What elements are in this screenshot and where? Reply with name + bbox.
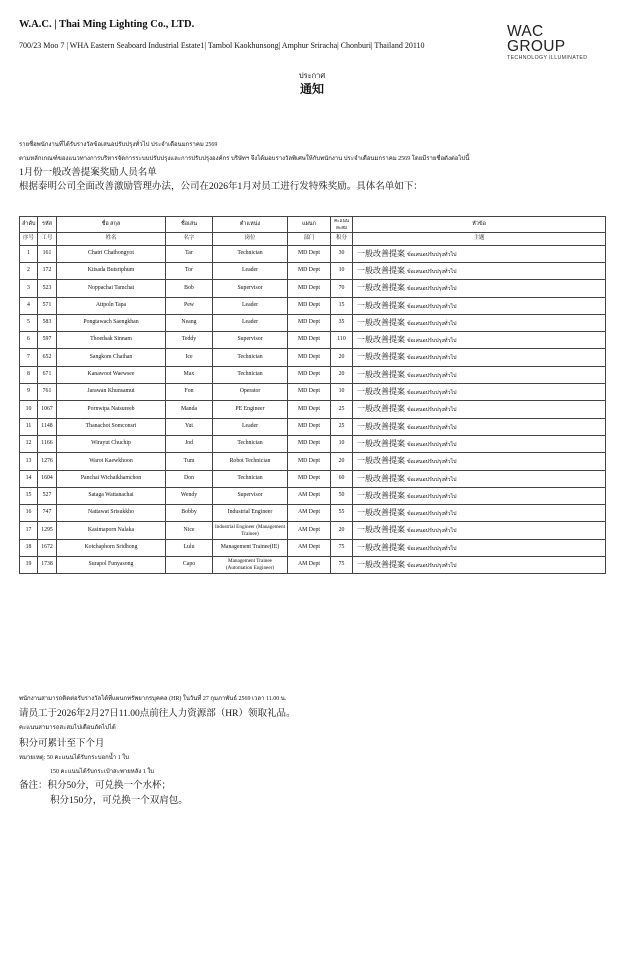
employee-name-cell: Pongtawach Saengkhan bbox=[57, 314, 166, 331]
subject-chinese: 一般改善提案 bbox=[357, 490, 405, 500]
subject-thai: ข้อเสนอปรับปรุงทั่วไป bbox=[407, 476, 457, 483]
subject-cell bbox=[353, 539, 606, 556]
position-cell: Leader bbox=[213, 262, 288, 279]
subject-cell bbox=[353, 366, 606, 383]
footer-thai-note-1: หมายเหตุ: 50 คะแนนได้รับกระบอกน้ำ 1 ใบ bbox=[19, 755, 129, 761]
intro-chinese-line-2: 根据泰明公司全面改善激励管理办法，公司在2026年1月对员工进行发特殊奖励。具体名单如下： bbox=[19, 182, 423, 192]
logo-wordmark: WAC GROUP bbox=[507, 23, 566, 55]
header-subject-thai: หัวข้อ bbox=[353, 217, 606, 233]
score-cell: 55 bbox=[331, 505, 353, 522]
table-row bbox=[20, 453, 606, 470]
nickname-cell: Fon bbox=[166, 384, 213, 401]
subject-thai: ข้อเสนอปรับปรุงทั่วไป bbox=[407, 459, 457, 466]
nickname-cell: Max bbox=[166, 366, 213, 383]
header-name-thai: ชื่อ สกุล bbox=[57, 217, 166, 233]
department-cell: AM Dept bbox=[288, 557, 331, 574]
table-row bbox=[20, 435, 606, 452]
score-cell: 25 bbox=[331, 401, 353, 418]
score-cell: 35 bbox=[331, 314, 353, 331]
department-cell: MD Dept bbox=[288, 314, 331, 331]
row-number-cell: 12 bbox=[20, 435, 38, 452]
employee-name-cell: Kanawoot Waewsee bbox=[57, 366, 166, 383]
intro-thai-line-2: ตามหลักเกณฑ์ของแนวทางการบริหารจัดการระบบปรับปรุงและการปรับปรุงองค์กร บริษัทฯ จึงได้มอบรางวัลพิเศษให้กับพนักงาน ประจำเดือนมกราคม 2569 โดยมีรายชื่อดังต่อไปนี้ bbox=[19, 156, 470, 162]
notice-title-chinese: 通知 bbox=[299, 82, 324, 96]
department-cell: MD Dept bbox=[288, 245, 331, 262]
employee-id-cell: 1295 bbox=[38, 522, 57, 539]
position-cell: Industrial Engineer (Management Trainee) bbox=[213, 522, 288, 539]
row-number-cell: 6 bbox=[20, 332, 38, 349]
employee-id-cell: 527 bbox=[38, 487, 57, 504]
score-cell: 15 bbox=[331, 297, 353, 314]
header-nickname-thai: ชื่อเล่น bbox=[166, 217, 213, 233]
score-cell: 75 bbox=[331, 557, 353, 574]
table-row bbox=[20, 384, 606, 401]
employee-id-cell: 597 bbox=[38, 332, 57, 349]
position-cell: Leader bbox=[213, 418, 288, 435]
subject-chinese: 一般改善提案 bbox=[357, 560, 405, 570]
employee-id-cell: 671 bbox=[38, 366, 57, 383]
department-cell: AM Dept bbox=[288, 539, 331, 556]
row-number-cell: 18 bbox=[20, 539, 38, 556]
subject-chinese: 一般改善提案 bbox=[357, 335, 405, 345]
subject-thai: ข้อเสนอปรับปรุงทั่วไป bbox=[407, 251, 457, 258]
employee-name-cell: Nattawat Srisukkho bbox=[57, 505, 166, 522]
header-position: 岗位 bbox=[213, 232, 288, 245]
table-row bbox=[20, 297, 606, 314]
row-number-cell: 14 bbox=[20, 470, 38, 487]
subject-chinese: 一般改善提案 bbox=[357, 542, 405, 552]
row-number-cell: 5 bbox=[20, 314, 38, 331]
table-row bbox=[20, 262, 606, 279]
nickname-cell: Lulu bbox=[166, 539, 213, 556]
position-cell: Management Trainee(IE) bbox=[213, 539, 288, 556]
header-subject: 主题 bbox=[353, 232, 606, 245]
position-cell: Leader bbox=[213, 314, 288, 331]
subject-chinese: 一般改善提案 bbox=[357, 265, 405, 275]
employee-id-cell: 761 bbox=[38, 384, 57, 401]
position-cell: Leader bbox=[213, 297, 288, 314]
company-address: 700/23 Moo 7 | WHA Eastern Seaboard Industrial Estate1| Tambol Kaokhunsong| Amphur Sriracha| Chonburi| Thailand 20110 bbox=[19, 41, 425, 50]
position-cell: PE Engineer bbox=[213, 401, 288, 418]
row-number-cell: 8 bbox=[20, 366, 38, 383]
row-number-cell: 17 bbox=[20, 522, 38, 539]
subject-thai: ข้อเสนอปรับปรุงทั่วไป bbox=[407, 303, 457, 310]
header-id: 工号 bbox=[38, 232, 57, 245]
department-cell: MD Dept bbox=[288, 435, 331, 452]
score-cell: 30 bbox=[331, 245, 353, 262]
score-cell: 60 bbox=[331, 470, 353, 487]
subject-cell bbox=[353, 418, 606, 435]
subject-chinese: 一般改善提案 bbox=[357, 421, 405, 431]
subject-thai: ข้อเสนอปรับปรุงทั่วไป bbox=[407, 441, 457, 448]
nickname-cell: Capo bbox=[166, 557, 213, 574]
department-cell: MD Dept bbox=[288, 332, 331, 349]
employee-id-cell: 523 bbox=[38, 280, 57, 297]
score-cell: 110 bbox=[331, 332, 353, 349]
subject-thai: ข้อเสนอปรับปรุงทั่วไป bbox=[407, 528, 457, 535]
employee-name-cell: Thanachot Somconsri bbox=[57, 418, 166, 435]
nickname-cell: Teddy bbox=[166, 332, 213, 349]
employee-name-cell: Sataga Wattanachai bbox=[57, 487, 166, 504]
nickname-cell: Bob bbox=[166, 280, 213, 297]
employee-id-cell: 1604 bbox=[38, 470, 57, 487]
position-cell: Supervisor bbox=[213, 487, 288, 504]
position-cell: Management Trainee (Automation Engineer) bbox=[213, 557, 288, 574]
row-number-cell: 11 bbox=[20, 418, 38, 435]
employee-id-cell: 172 bbox=[38, 262, 57, 279]
employee-id-cell: 583 bbox=[38, 314, 57, 331]
table-row bbox=[20, 522, 606, 539]
nickname-cell: Tum bbox=[166, 453, 213, 470]
score-cell: 20 bbox=[331, 366, 353, 383]
subject-cell bbox=[353, 522, 606, 539]
subject-cell bbox=[353, 453, 606, 470]
employee-id-cell: 747 bbox=[38, 505, 57, 522]
table-row bbox=[20, 557, 606, 574]
subject-chinese: 一般改善提案 bbox=[357, 508, 405, 518]
footer-chinese-pickup: 请员工于2026年2月27日11.00点前往人力资源部（HR）领取礼品。 bbox=[19, 709, 296, 719]
department-cell: MD Dept bbox=[288, 280, 331, 297]
position-cell: Technician bbox=[213, 435, 288, 452]
employee-name-cell: Surapol Funyasong bbox=[57, 557, 166, 574]
position-cell: Technician bbox=[213, 349, 288, 366]
department-cell: MD Dept bbox=[288, 262, 331, 279]
row-number-cell: 10 bbox=[20, 401, 38, 418]
department-cell: AM Dept bbox=[288, 522, 331, 539]
department-cell: MD Dept bbox=[288, 297, 331, 314]
subject-cell bbox=[353, 470, 606, 487]
subject-thai: ข้อเสนอปรับปรุงทั่วไป bbox=[407, 338, 457, 345]
employee-name-cell: Thoedsak Sinnam bbox=[57, 332, 166, 349]
subject-thai: ข้อเสนอปรับปรุงทั่วไป bbox=[407, 511, 457, 518]
footer-chinese-accumulate: 积分可累计至下个月 bbox=[19, 739, 105, 749]
subject-cell bbox=[353, 262, 606, 279]
employee-name-cell: Chatri Chathongyot bbox=[57, 245, 166, 262]
subject-chinese: 一般改善提案 bbox=[357, 248, 405, 258]
row-number-cell: 7 bbox=[20, 349, 38, 366]
department-cell: MD Dept bbox=[288, 453, 331, 470]
subject-thai: ข้อเสนอปรับปรุงทั่วไป bbox=[407, 372, 457, 379]
subject-chinese: 一般改善提案 bbox=[357, 525, 405, 535]
header-position-thai: ตำแหน่ง bbox=[213, 217, 288, 233]
row-number-cell: 9 bbox=[20, 384, 38, 401]
position-cell: Technician bbox=[213, 366, 288, 383]
row-number-cell: 2 bbox=[20, 262, 38, 279]
row-number-cell: 3 bbox=[20, 280, 38, 297]
header-department: 部门 bbox=[288, 232, 331, 245]
footer-chinese-note-1: 备注：积分50分，可兑换一个水杯； bbox=[19, 781, 172, 791]
department-cell: MD Dept bbox=[288, 366, 331, 383]
row-number-cell: 1 bbox=[20, 245, 38, 262]
row-number-cell: 4 bbox=[20, 297, 38, 314]
position-cell: Supervisor bbox=[213, 332, 288, 349]
header-name: 姓名 bbox=[57, 232, 166, 245]
employee-id-cell: 1738 bbox=[38, 557, 57, 574]
score-cell: 75 bbox=[331, 539, 353, 556]
subject-cell bbox=[353, 280, 606, 297]
table-row bbox=[20, 314, 606, 331]
intro-chinese-line-1: 1月份一般改善提案奖励人员名单 bbox=[19, 168, 157, 178]
score-cell: 10 bbox=[331, 435, 353, 452]
subject-thai: ข้อเสนอปรับปรุงทั่วไป bbox=[407, 545, 457, 552]
subject-cell bbox=[353, 314, 606, 331]
employee-id-cell: 1067 bbox=[38, 401, 57, 418]
position-cell: Supervisor bbox=[213, 280, 288, 297]
row-number-cell: 16 bbox=[20, 505, 38, 522]
nickname-cell: Neang bbox=[166, 314, 213, 331]
header-no: 序号 bbox=[20, 232, 38, 245]
department-cell: MD Dept bbox=[288, 349, 331, 366]
header-department-thai: แผนก bbox=[288, 217, 331, 233]
footer-thai-note-2: 150 คะแนนได้รับกระเป๋าสะพายหลัง 1 ใบ bbox=[50, 769, 155, 775]
table-row bbox=[20, 245, 606, 262]
subject-thai: ข้อเสนอปรับปรุงทั่วไป bbox=[407, 407, 457, 414]
score-cell: 20 bbox=[331, 453, 353, 470]
header-row-thai bbox=[20, 217, 606, 233]
position-cell: Technician bbox=[213, 245, 288, 262]
employee-name-cell: Sangkom Chaihan bbox=[57, 349, 166, 366]
intro-thai-line-1: รายชื่อพนักงานที่ได้รับรางวัลข้อเสนอปรับปรุงทั่วไป ประจำเดือนมกราคม 2569 bbox=[19, 142, 218, 148]
subject-chinese: 一般改善提案 bbox=[357, 317, 405, 327]
subject-chinese: 一般改善提案 bbox=[357, 283, 405, 293]
nickname-cell: Jod bbox=[166, 435, 213, 452]
subject-cell bbox=[353, 401, 606, 418]
award-list-table bbox=[19, 216, 606, 574]
subject-cell bbox=[353, 557, 606, 574]
position-cell: Robot Technician bbox=[213, 453, 288, 470]
employee-name-cell: Jarawan Khunsamut bbox=[57, 384, 166, 401]
employee-id-cell: 1672 bbox=[38, 539, 57, 556]
employee-name-cell: Panchai Wichaikhamchon bbox=[57, 470, 166, 487]
row-number-cell: 15 bbox=[20, 487, 38, 504]
header-no-thai: ลำดับ bbox=[20, 217, 38, 233]
logo-tagline: TECHNOLOGY ILLUMINATED bbox=[507, 55, 588, 61]
score-cell: 20 bbox=[331, 522, 353, 539]
employee-name-cell: Noppachai Tamchai bbox=[57, 280, 166, 297]
notice-title-thai: ประกาศ bbox=[298, 71, 326, 80]
row-number-cell: 13 bbox=[20, 453, 38, 470]
subject-cell bbox=[353, 245, 606, 262]
footer-chinese-note-2: 积分150分，可兑换一个双肩包。 bbox=[50, 796, 188, 806]
wac-group-logo bbox=[507, 24, 599, 61]
employee-name-cell: Warot Kaewkhoon bbox=[57, 453, 166, 470]
nickname-cell: Pew bbox=[166, 297, 213, 314]
subject-thai: ข้อเสนอปรับปรุงทั่วไป bbox=[407, 286, 457, 293]
subject-cell bbox=[353, 505, 606, 522]
footer-thai-accumulate: คะแนนสามารถสะสมไปเดือนถัดไปได้ bbox=[19, 725, 116, 731]
table-row bbox=[20, 366, 606, 383]
employee-name-cell: Kasimaporn Nalaka bbox=[57, 522, 166, 539]
subject-chinese: 一般改善提案 bbox=[357, 456, 405, 466]
employee-name-cell: Wirayut Chuchip bbox=[57, 435, 166, 452]
subject-thai: ข้อเสนอปรับปรุงทั่วไป bbox=[407, 320, 457, 327]
nickname-cell: Tor bbox=[166, 262, 213, 279]
header-id-thai: รหัส bbox=[38, 217, 57, 233]
subject-cell bbox=[353, 487, 606, 504]
employee-name-cell: Kotchaphorn Sridhong bbox=[57, 539, 166, 556]
employee-name-cell: Attpoln Tapa bbox=[57, 297, 166, 314]
table-row bbox=[20, 349, 606, 366]
header-score-thai: คะแนน สะสม bbox=[331, 217, 353, 233]
department-cell: AM Dept bbox=[288, 505, 331, 522]
table-row bbox=[20, 505, 606, 522]
score-cell: 10 bbox=[331, 384, 353, 401]
position-cell: Industrial Engineer bbox=[213, 505, 288, 522]
header-nickname: 名字 bbox=[166, 232, 213, 245]
department-cell: MD Dept bbox=[288, 418, 331, 435]
table-row bbox=[20, 418, 606, 435]
table-row bbox=[20, 280, 606, 297]
employee-name-cell: Pornwipa Natsureeb bbox=[57, 401, 166, 418]
score-cell: 70 bbox=[331, 280, 353, 297]
header-score: 积分 bbox=[331, 232, 353, 245]
subject-chinese: 一般改善提案 bbox=[357, 404, 405, 414]
employee-id-cell: 1166 bbox=[38, 435, 57, 452]
department-cell: MD Dept bbox=[288, 470, 331, 487]
employee-name-cell: Kitsada Butsriphum bbox=[57, 262, 166, 279]
nickname-cell: Bobby bbox=[166, 505, 213, 522]
employee-id-cell: 571 bbox=[38, 297, 57, 314]
subject-chinese: 一般改善提案 bbox=[357, 300, 405, 310]
department-cell: MD Dept bbox=[288, 384, 331, 401]
department-cell: AM Dept bbox=[288, 487, 331, 504]
subject-cell bbox=[353, 349, 606, 366]
position-cell: Technician bbox=[213, 470, 288, 487]
subject-thai: ข้อเสนอปรับปรุงทั่วไป bbox=[407, 268, 457, 275]
score-cell: 50 bbox=[331, 487, 353, 504]
subject-thai: ข้อเสนอปรับปรุงทั่วไป bbox=[407, 493, 457, 500]
table-row bbox=[20, 487, 606, 504]
table-row bbox=[20, 470, 606, 487]
header-row-chinese bbox=[20, 232, 606, 245]
subject-thai: ข้อเสนอปรับปรุงทั่วไป bbox=[407, 563, 457, 570]
nickname-cell: Wendy bbox=[166, 487, 213, 504]
subject-chinese: 一般改善提案 bbox=[357, 352, 405, 362]
score-cell: 20 bbox=[331, 349, 353, 366]
subject-thai: ข้อเสนอปรับปรุงทั่วไป bbox=[407, 355, 457, 362]
employee-id-cell: 1148 bbox=[38, 418, 57, 435]
subject-chinese: 一般改善提案 bbox=[357, 387, 405, 397]
position-cell: Operator bbox=[213, 384, 288, 401]
subject-chinese: 一般改善提案 bbox=[357, 473, 405, 483]
score-cell: 10 bbox=[331, 262, 353, 279]
nickname-cell: Ice bbox=[166, 349, 213, 366]
subject-cell bbox=[353, 297, 606, 314]
nickname-cell: Nice bbox=[166, 522, 213, 539]
subject-cell bbox=[353, 384, 606, 401]
department-cell: MD Dept bbox=[288, 401, 331, 418]
table-row bbox=[20, 539, 606, 556]
score-cell: 25 bbox=[331, 418, 353, 435]
subject-cell bbox=[353, 332, 606, 349]
subject-chinese: 一般改善提案 bbox=[357, 438, 405, 448]
employee-id-cell: 1276 bbox=[38, 453, 57, 470]
nickname-cell: Manda bbox=[166, 401, 213, 418]
employee-id-cell: 161 bbox=[38, 245, 57, 262]
subject-thai: ข้อเสนอปรับปรุงทั่วไป bbox=[407, 390, 457, 397]
subject-cell bbox=[353, 435, 606, 452]
nickname-cell: Yut bbox=[166, 418, 213, 435]
row-number-cell: 19 bbox=[20, 557, 38, 574]
table-row bbox=[20, 401, 606, 418]
table-row bbox=[20, 332, 606, 349]
employee-id-cell: 652 bbox=[38, 349, 57, 366]
footer-thai-pickup: พนักงานสามารถติดต่อรับรางวัลได้ที่แผนกทรัพยากรบุคคล (HR) ในวันที่ 27 กุมภาพันธ์ 2569 เวลา 11.00 น. bbox=[19, 696, 287, 702]
subject-chinese: 一般改善提案 bbox=[357, 369, 405, 379]
nickname-cell: Tar bbox=[166, 245, 213, 262]
company-name: W.A.C. | Thai Ming Lighting Co., LTD. bbox=[19, 19, 195, 30]
subject-thai: ข้อเสนอปรับปรุงทั่วไป bbox=[407, 424, 457, 431]
nickname-cell: Don bbox=[166, 470, 213, 487]
